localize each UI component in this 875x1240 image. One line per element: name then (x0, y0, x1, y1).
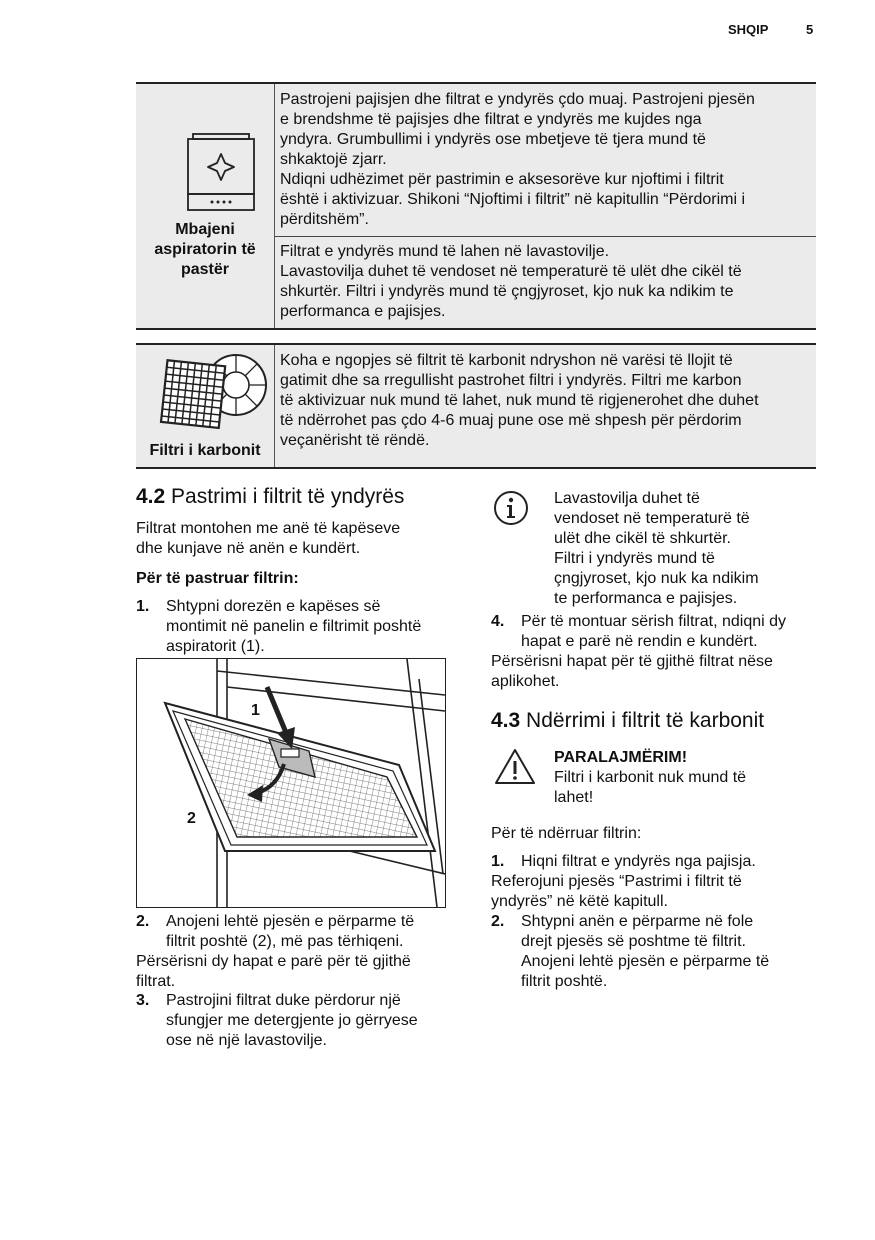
text-line: drejt pjesës së poshtme të filtrit. (521, 933, 746, 950)
text-line: Shtypni anën e përparme në fole (521, 913, 754, 930)
text-line: ose në një lavastovilje. (166, 1032, 327, 1049)
hood-clean-cell-1 (280, 90, 810, 230)
text-line: aspiratorit (1). (166, 638, 265, 655)
text-line: montimit në panelin e filtrimit poshtë (166, 618, 422, 635)
figure-label-1: 1 (251, 702, 260, 719)
hood-clean-label-2: aspiratorin të (154, 241, 256, 258)
section-4-2-subhead: Për të pastruar filtrin: (136, 570, 299, 587)
hood-clean-table (136, 82, 816, 330)
section-4-2-intro (136, 519, 400, 559)
carbon-filter-text-cell (275, 345, 816, 467)
text-line: Anojeni lehtë pjesën e përparme të (166, 913, 415, 930)
text-line: sfungjer me detergjente jo gërryese (166, 1012, 418, 1029)
filter-removal-figure (136, 658, 446, 908)
text-line: Filtrat e yndyrës mund të lahen në lavastovilje. (280, 243, 610, 260)
text-line: Pastrojeni pajisjen dhe filtrat e yndyrës çdo muaj. Pastrojeni pjesën (280, 91, 755, 108)
text-line: të aktivizuar nuk mund të lahet, nuk mund të rigjenerohet dhe duhet (280, 392, 759, 409)
figure-label-2: 2 (187, 810, 196, 827)
text-line: Filtri i karbonit nuk mund të (554, 769, 747, 786)
text-line: të ndërrohet pas çdo 4-6 muaj pune ose më shpesh për përdorim (280, 412, 742, 429)
text-line: Përsërisni dy hapat e parë për të gjithë (136, 953, 411, 970)
carbon-filter-icon (136, 345, 274, 441)
step-number: 2. (136, 913, 150, 930)
text-line: gatimit dhe sa rregullisht pastrohet filtri i yndyrës. Filtri me karbon (280, 372, 742, 389)
hood-clean-label-3: pastër (180, 261, 230, 278)
section-title: Pastrimi i filtrit të yndyrës (171, 485, 405, 508)
filter-removal-illustration (137, 659, 445, 907)
hood-clean-text-cells (275, 84, 816, 328)
section-4-3-subhead: Për të ndërruar filtrin: (491, 825, 642, 842)
hood-clean-icon (136, 84, 274, 224)
step-1-text (166, 597, 421, 657)
text-line: Pastrojini filtrat duke përdorur një (166, 992, 401, 1009)
text-line: Lavastovilja duhet të (554, 490, 700, 507)
section-number: 4.2 (136, 485, 166, 508)
warning-text (554, 768, 746, 808)
text-line: Përsërisni hapat për të gjithë filtrat nëse (491, 653, 773, 670)
hood-clean-cell-2 (280, 242, 810, 322)
text-line: filtrit poshtë. (521, 973, 608, 990)
info-icon (493, 490, 529, 526)
text-line: performanca e pajisjes. (280, 303, 446, 320)
text-line: Anojeni lehtë pjesën e përparme të (521, 953, 770, 970)
section-4-2-repeat (136, 952, 411, 992)
text-line: Filtri i yndyrës mund të (554, 550, 715, 567)
text-line: shkurtër. Filtri i yndyrës mund të çngjyroset, kjo nuk ka ndikim te (280, 283, 734, 300)
text-line: përditshëm”. (280, 211, 369, 228)
carbon-filter-cell (280, 351, 810, 451)
text-line: veçanërisht të rëndë. (280, 432, 430, 449)
text-line: Ndiqni udhëzimet për pastrimin e aksesorëve kur njoftimi i filtrit (280, 171, 724, 188)
carbon-filter-icon-cell (136, 345, 275, 467)
cell-divider (275, 236, 816, 237)
text-line: Shtypni dorezën e kapëses së (166, 598, 381, 615)
reference-text (491, 872, 742, 912)
step-3-text (166, 991, 418, 1051)
warning-icon (494, 748, 536, 786)
page-number: 5 (806, 22, 814, 37)
section-4-2-heading (136, 485, 404, 509)
text-line: shkaktojë zjarr. (280, 151, 387, 168)
text-line: Koha e ngopjes së filtrit të karbonit ndryshon në varësi të llojit të (280, 352, 733, 369)
text-line: yndyra. Grumbullimi i yndyrës ose mbetjeve të tjera mund të (280, 131, 706, 148)
carbon-filter-label: Filtri i karbonit (149, 442, 261, 459)
replace-step-2-text (521, 912, 769, 992)
text-line: çngjyroset, kjo nuk ka ndikim (554, 570, 759, 587)
text-line: filtrat. (136, 973, 176, 990)
info-note-text (554, 489, 759, 609)
step-number: 3. (136, 992, 150, 1009)
language-label: SHQIP (728, 22, 769, 37)
text-line: Filtrat montohen me anë të kapëseve (136, 520, 401, 537)
text-line: Referojuni pjesës “Pastrimi i filtrit të (491, 873, 742, 890)
text-line: e brendshme të pajisjes dhe filtrat e yndyrës me kujdes nga (280, 111, 702, 128)
text-line: filtrit poshtë (2), më pas tërhiqeni. (166, 933, 404, 950)
step-number: 1. (491, 853, 505, 870)
step-number: 2. (491, 913, 505, 930)
step-number: 1. (136, 598, 150, 615)
step-number: 4. (491, 613, 505, 630)
text-line: Lavastovilja duhet të vendoset në temperaturë të ulët dhe cikël të (280, 263, 742, 280)
section-number: 4.3 (491, 709, 521, 732)
text-line: dhe kunjave në anën e kundërt. (136, 540, 361, 557)
text-line: ulët dhe cikël të shkurtër. (554, 530, 731, 547)
text-line: yndyrës” në këtë kapitull. (491, 893, 668, 910)
hood-clean-icon-cell (136, 84, 275, 328)
step-2-text (166, 912, 414, 952)
hood-clean-label-1: Mbajeni (175, 221, 235, 238)
text-line: hapat e parë në rendin e kundërt. (521, 633, 758, 650)
step-4-text (521, 612, 786, 652)
section-title: Ndërrimi i filtrit të karbonit (526, 709, 765, 732)
right-repeat-text (491, 652, 773, 692)
text-line: Për të montuar sërish filtrat, ndiqni dy (521, 613, 787, 630)
text-line: vendoset në temperaturë të (554, 510, 750, 527)
section-4-3-heading (491, 709, 764, 733)
carbon-filter-table (136, 343, 816, 469)
text-line: është i aktivizuar. Shikoni “Njoftimi i filtrit” në kapitullin “Përdorimi i (280, 191, 746, 208)
warning-title: PARALAJMËRIM! (554, 749, 688, 766)
text-line: te performanca e pajisjes. (554, 590, 738, 607)
text-line: aplikohet. (491, 673, 560, 690)
text-line: lahet! (554, 789, 594, 806)
replace-step-1-text: Hiqni filtrat e yndyrës nga pajisja. (521, 853, 756, 870)
